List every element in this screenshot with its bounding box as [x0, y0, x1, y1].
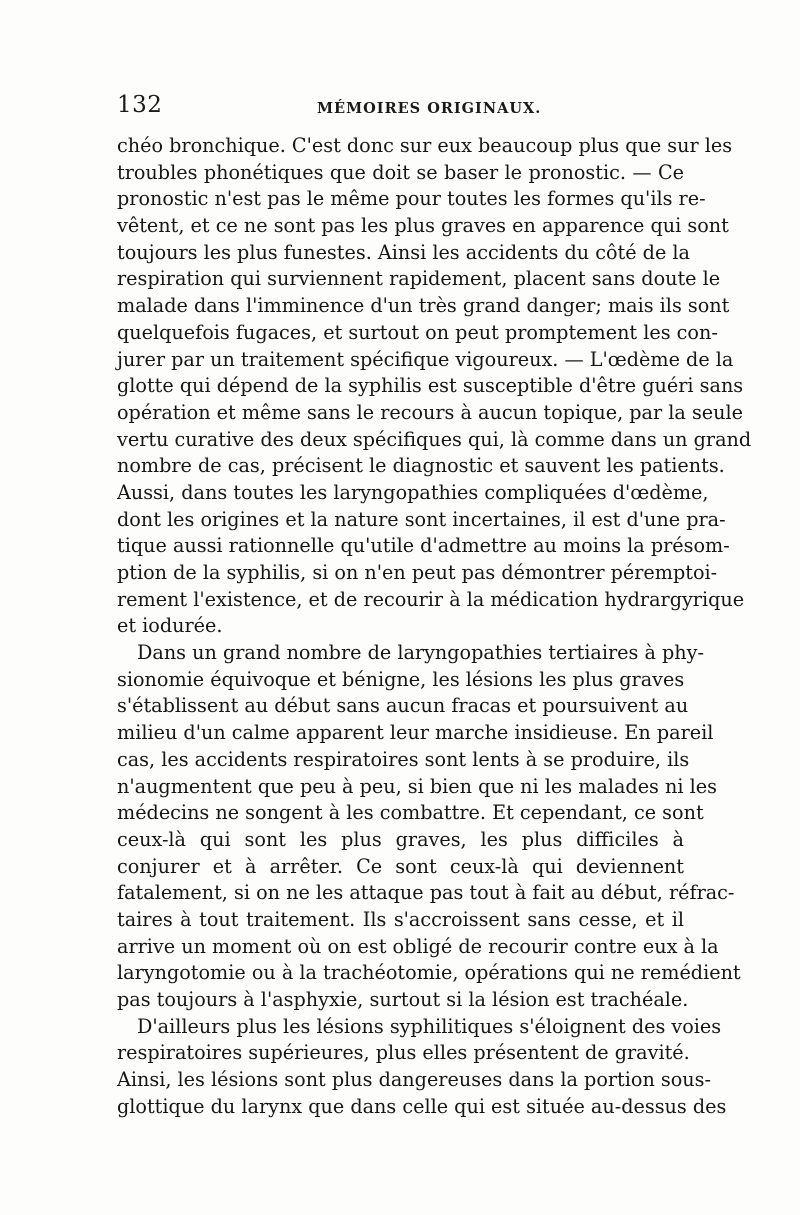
- text-line: médecins ne songent à les combattre. Et cependant, ce sont: [117, 801, 704, 825]
- text-line: cas, les accidents respiratoires sont lents à se produire, ils: [117, 747, 690, 771]
- text-line: fatalement, si on ne les attaque pas tout à fait au début, réfrac-: [117, 881, 735, 905]
- text-line: s'établissent au début sans aucun fracas et poursuivent au: [117, 694, 689, 718]
- text-line: vêtent, et ce ne sont pas les plus graves en apparence qui sont: [117, 214, 729, 238]
- text-line: pronostic n'est pas le même pour toutes les formes qu'ils re-: [117, 187, 706, 211]
- text-line: quelquefois fugaces, et surtout on peut promptement les con-: [117, 320, 718, 344]
- text-line: malade dans l'imminence d'un très grand danger; mais ils sont: [117, 294, 730, 318]
- page-number: 132: [117, 92, 163, 118]
- text-line: Aussi, dans toutes les laryngopathies compliquées d'œdème,: [117, 480, 709, 504]
- text-line: nombre de cas, précisent le diagnostic et sauvent les patients.: [117, 454, 725, 478]
- text-line: milieu d'un calme apparent leur marche insidieuse. En pareil: [117, 721, 714, 745]
- text-line: ption de la syphilis, si on n'en peut pas démontrer péremptoi-: [117, 561, 718, 584]
- text-line: arrive un moment où on est obligé de recourir contre eux à la: [117, 934, 719, 958]
- text-line: et iodurée.: [117, 614, 223, 638]
- text-line: troubles phonétiques que doit se baser le pronostic. — Ce: [117, 160, 684, 184]
- text-line: opération et même sans le recours à aucun topique, par la seule: [117, 400, 743, 424]
- text-line: tique aussi rationnelle qu'utile d'admettre au moins la présom-: [117, 534, 730, 558]
- text-line: vertu curative des deux spécifiques qui, là comme dans un grand: [117, 427, 752, 451]
- text-line: toujours les plus funestes. Ainsi les accidents du côté de la: [117, 240, 690, 264]
- text-line: dont les origines et la nature sont incertaines, il est d'une pra-: [117, 507, 726, 531]
- text-line: respiratoires supérieures, plus elles présentent de gravité.: [117, 1041, 690, 1065]
- text-line: taires à tout traitement. Ils s'accroissent sans cesse, et il: [117, 907, 684, 931]
- body-text: [117, 133, 752, 1120]
- text-line: Ainsi, les lésions sont plus dangereuses dans la portion sous-: [117, 1068, 711, 1092]
- paragraph-1: [117, 133, 752, 640]
- paragraph-3: [117, 1014, 727, 1121]
- running-head: [117, 92, 684, 124]
- text-line: rement l'existence, et de recourir à la médication hydrargyrique: [117, 587, 745, 611]
- text-line: ceux-là qui sont les plus graves, les plus difficiles à: [117, 827, 684, 851]
- text-line: glottique du larynx que dans celle qui est située au-dessus des: [117, 1094, 727, 1118]
- text-line: conjurer et à arrêter. Ce sont ceux-là qui deviennent: [117, 854, 684, 878]
- text-line: glotte qui dépend de la syphilis est susceptible d'être guéri sans: [117, 374, 744, 398]
- text-line: D'ailleurs plus les lésions syphilitiques s'éloignent des voies: [137, 1014, 722, 1038]
- text-line: sionomie équivoque et bénigne, les lésions les plus graves: [117, 667, 685, 691]
- text-line: pas toujours à l'asphyxie, surtout si la lésion est trachéale.: [117, 988, 689, 1011]
- text-line: n'augmentent que peu à peu, si bien que ni les malades ni les: [117, 774, 717, 798]
- text-line: chéo bronchique. C'est donc sur eux beaucoup plus que sur les: [117, 134, 733, 157]
- paragraph-2: [117, 640, 741, 1014]
- running-title: MÉMOIRES ORIGINAUX.: [317, 100, 542, 117]
- text-line: jurer par un traitement spécifique vigoureux. — L'œdème de la: [117, 347, 734, 371]
- text-line: Dans un grand nombre de laryngopathies tertiaires à phy-: [137, 641, 704, 665]
- text-line: respiration qui surviennent rapidement, placent sans doute le: [117, 267, 721, 291]
- text-line: laryngotomie ou à la trachéotomie, opérations qui ne remédient: [117, 961, 741, 985]
